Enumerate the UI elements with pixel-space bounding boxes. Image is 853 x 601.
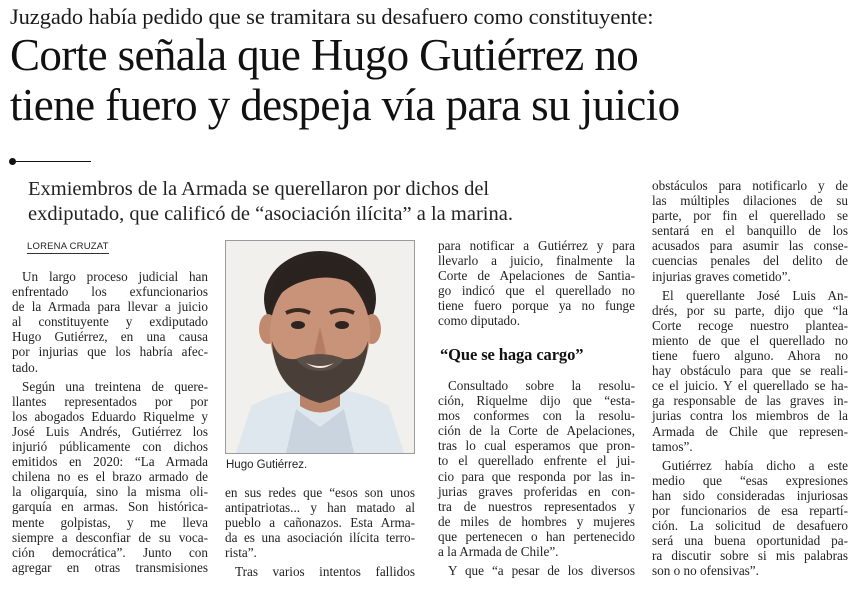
text-line: en sus redes que “esos son unos <box>225 485 415 500</box>
text-line: enfrentado los exfuncionarios <box>12 284 208 300</box>
text-line: acusados para asumir las conse- <box>652 238 848 254</box>
text-line: la oligarquía, sino la misma oli- <box>12 484 208 500</box>
text-line: por funcionarios de esa repartí- <box>652 502 848 518</box>
text-line: da es una asociación ilícita terro- <box>225 530 415 546</box>
text-line: mos conformes con la resolu- <box>438 408 635 424</box>
text-line: José Luis Andrés, Gutiérrez los <box>12 423 208 439</box>
text-line: cuencias penales del delito de <box>652 253 848 269</box>
subhead-line-1: Exmiembros de la Armada se querellaron por dichos del <box>28 178 490 200</box>
text-line: agregar en otras transmisiones <box>12 559 208 575</box>
text-line: para notificar a Gutiérrez y para <box>438 238 635 253</box>
text-line: son o no ofensivas”. <box>652 563 759 579</box>
text-line: tra de nuestros representados y <box>438 498 635 514</box>
text-line: han sido consideradas injuriosas <box>652 487 848 503</box>
byline: LORENA CRUZAT <box>27 241 109 252</box>
text-line: que pertenecen o han pertenecido <box>438 528 635 544</box>
text-line: drés, por su parte, dijo que “la <box>652 302 848 318</box>
text-line: obstáculos para notificarlo y de <box>652 178 848 193</box>
text-line: por injurias que los habría afec- <box>12 344 208 360</box>
text-line: rista”. <box>225 545 257 561</box>
text-line: Tras varios intentos fallidos <box>235 564 415 580</box>
text-line: chilena no es el brazo armado de <box>12 469 208 485</box>
article-headline <box>10 30 850 130</box>
section-title: “Que se haga cargo” <box>440 345 584 364</box>
text-line: a la Armada de Chile”. <box>438 544 559 560</box>
text-line: tado. <box>12 359 39 375</box>
text-line: go indicó que el querellado no <box>438 283 635 299</box>
text-line: de la Armada para llevar a juicio <box>12 299 208 315</box>
text-line: Un largo proceso judicial han <box>22 269 208 284</box>
text-line: ción. La solicitud de desafuero <box>652 518 848 534</box>
portrait-illustration <box>226 241 414 453</box>
text-line: pueblo a cañonazos. Esta Arma- <box>225 515 415 531</box>
article-subhead <box>28 177 628 227</box>
text-line: ra discutir sobre si mis palabras <box>652 548 848 564</box>
text-line: tiene fuero porque ya no funge <box>438 298 635 314</box>
text-line: ción, Riquelme dijo que “esta- <box>438 393 635 409</box>
text-line: sentará en el banquillo de los <box>652 223 848 239</box>
headline-line-1: Corte señala que Hugo Gutiérrez no <box>10 30 639 80</box>
text-line: to el querellado enfrente el jui- <box>438 453 635 469</box>
text-line: ción democrática”. Junto con <box>12 544 208 560</box>
divider-rule <box>16 161 91 162</box>
text-line: Corte recoge nuestro plantea- <box>652 317 848 333</box>
text-line: ción de la Corte de Apelaciones, <box>438 423 635 439</box>
text-line: injurió públicamente con dichos <box>12 439 208 455</box>
column-3-bottom <box>438 378 635 578</box>
headline-line-2: tiene fuero y despeja vía para su juicio <box>10 80 680 130</box>
text-line: antipatriotas... y han matado al <box>225 500 415 516</box>
text-line: hay obstáculo para que se reali- <box>652 363 848 379</box>
text-line: siempre a desconfiar de su voca- <box>12 529 208 545</box>
column-4 <box>652 178 848 578</box>
text-line: Consultado sobre la resolu- <box>448 378 635 393</box>
text-line: miento de que el querellado no <box>652 332 848 348</box>
text-line: emitidos en 2020: “La Armada <box>12 454 208 470</box>
text-line: Armada de Chile que represen- <box>652 423 848 439</box>
text-line: garquía en armas. Son histórica- <box>12 499 208 515</box>
text-line: cio para que responda por las in- <box>438 468 635 484</box>
text-line: El querellante José Luis An- <box>662 287 848 303</box>
text-line: mente golpistas, y me lleva <box>12 514 208 530</box>
text-line: tras lo cual esperamos que pron- <box>438 438 635 454</box>
text-line: medio que “esas expresiones <box>652 472 848 488</box>
portrait-photo <box>225 240 415 454</box>
text-line: llevarlo a juicio, finalmente la <box>438 253 635 269</box>
text-line: las múltiples dilaciones de su <box>652 193 848 209</box>
text-line: los abogados Eduardo Riquelme y <box>12 408 208 424</box>
text-line: jurias contra los miembros de la <box>652 408 848 424</box>
text-line: llantes representados por por <box>12 393 208 409</box>
text-line: parte, por fin el querellado se <box>652 208 848 224</box>
column-2 <box>225 485 415 580</box>
subhead-line-2: exdiputado, que calificó de “asociación ilícita” a la marina. <box>28 203 513 225</box>
text-line: tiene fuero alguno. Ahora no <box>652 348 848 364</box>
text-line: de miles de hombres y mujeres <box>438 513 635 529</box>
divider-dot <box>9 158 16 165</box>
text-line: Según una treintena de quere- <box>22 378 208 394</box>
text-line: al constituyente y exdiputado <box>12 314 208 330</box>
text-line: injurias graves cometido”. <box>652 268 791 284</box>
text-line: Hugo Gutiérrez, en una causa <box>12 329 208 345</box>
text-line: será una buena oportunidad pa- <box>652 533 848 549</box>
text-line: como diputado. <box>438 313 521 329</box>
text-line: Corte de Apelaciones de Santia- <box>438 268 635 284</box>
text-line: ce el juicio. Y el querellado se ha- <box>652 378 848 394</box>
text-line: jurias graves proferidas en con- <box>438 483 635 499</box>
photo-caption: Hugo Gutiérrez. <box>226 459 308 471</box>
text-line: tamos”. <box>652 438 693 454</box>
column-1 <box>12 269 208 575</box>
column-3-top <box>438 238 635 329</box>
text-line: Gutiérrez había dicho a este <box>662 457 848 473</box>
article-kicker: Juzgado había pedido que se tramitara su desafuero como constituyente: <box>10 4 654 29</box>
text-line: ga responsable de las graves in- <box>652 393 848 409</box>
text-line: Y que “a pesar de los diversos <box>448 563 635 579</box>
